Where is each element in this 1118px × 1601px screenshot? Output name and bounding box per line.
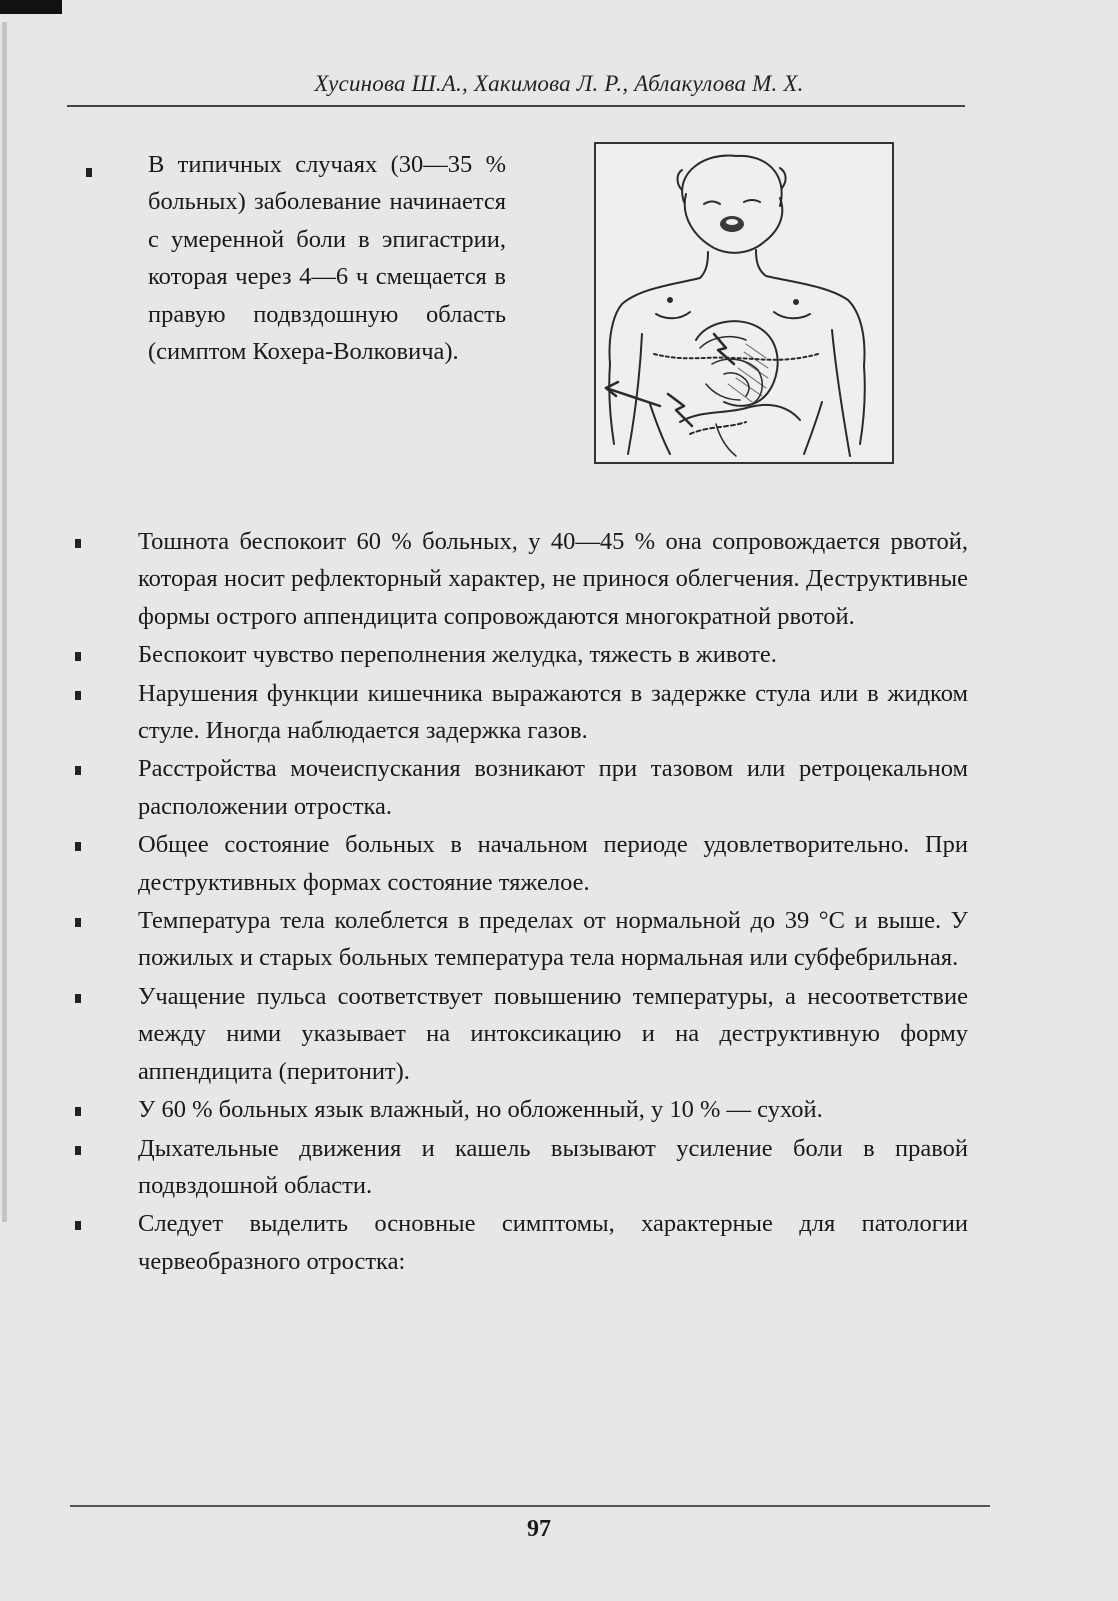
list-item: [138, 1205, 968, 1280]
page-edge-shadow: [2, 22, 7, 1222]
bullet-icon: [75, 1221, 81, 1230]
bullet-icon: [75, 1107, 81, 1116]
bullet-icon: [75, 994, 81, 1003]
bullet-icon: [86, 168, 92, 177]
list-item: [138, 1091, 968, 1128]
list-item: [138, 1130, 968, 1205]
list-item: [138, 826, 968, 901]
list-item-text: Расстройства мочеиспускания возникают при тазовом или ретроцекальном расположении отростка.: [138, 755, 968, 820]
list-item: [138, 902, 968, 977]
list-item-text: Нарушения функции кишечника выражаются в задержке стула или в жидком стуле. Иногда наблюдается задержка газов.: [138, 679, 968, 745]
list-item-text: Дыхательные движения и кашель вызывают усиление боли в правой подвздошной области.: [138, 1134, 968, 1199]
bullet-icon: [75, 918, 81, 927]
header-rule: [67, 105, 965, 107]
bullet-icon: [75, 1146, 81, 1155]
abdomen-pain-migration-illustration: [594, 142, 894, 464]
page-number: 97: [527, 1516, 551, 1542]
bullet-icon: [75, 766, 81, 775]
list-item: [138, 675, 968, 750]
footer-rule: [70, 1505, 990, 1507]
scan-corner-mark: [0, 0, 62, 14]
list-item-text: Беспокоит чувство переполнения желудка, тяжесть в животе.: [138, 641, 777, 669]
running-head: Хусинова Ш.А., Хакимова Л. Р., Аблакулова М. Х.: [314, 71, 804, 96]
list-item: [138, 523, 968, 635]
bullet-icon: [75, 652, 81, 661]
list-item-text: У 60 % больных язык влажный, но обложенный, у 10 % — сухой.: [138, 1096, 823, 1124]
list-item: [138, 636, 968, 673]
list-item-text: Общее состояние больных в начальном периоде удовлетворительно. При деструктивных формах состояние тяжелое.: [138, 831, 968, 896]
list-item-text: Температура тела колеблется в пределах от нормальной до 39 °C и выше. У пожилых и старых больных температура тела нормальная или субфебрильная.: [138, 907, 968, 972]
list-item-text: Учащение пульса соответствует повышению температуры, а несоответствие между ними указывает на интоксикацию и на деструктивную форму аппендицита (перитонит).: [138, 982, 968, 1085]
list-item: [138, 750, 968, 825]
symptom-list: [138, 523, 968, 1281]
list-item: [138, 978, 968, 1090]
bullet-icon: [75, 691, 81, 700]
list-item-text: Тошнота беспокоит 60 % больных, у 40—45 % она сопровождается рвотой, которая носит рефлекторный характер, не принося облегчения. Деструктивные формы острого аппендицита сопровождаются многократной рвотой.: [138, 528, 968, 630]
bullet-icon: [75, 539, 81, 548]
list-item-text: Следует выделить основные симптомы, характерные для патологии червеобразного отростка:: [138, 1210, 968, 1275]
intro-paragraph: В типичных случаях (30—35 % больных) заболевание начинается с умеренной боли в эпигастрии, которая через 4—6 ч смещается в правую подвздошную область (симптом Кохера-Волковича).: [148, 151, 506, 366]
bullet-icon: [75, 842, 81, 851]
